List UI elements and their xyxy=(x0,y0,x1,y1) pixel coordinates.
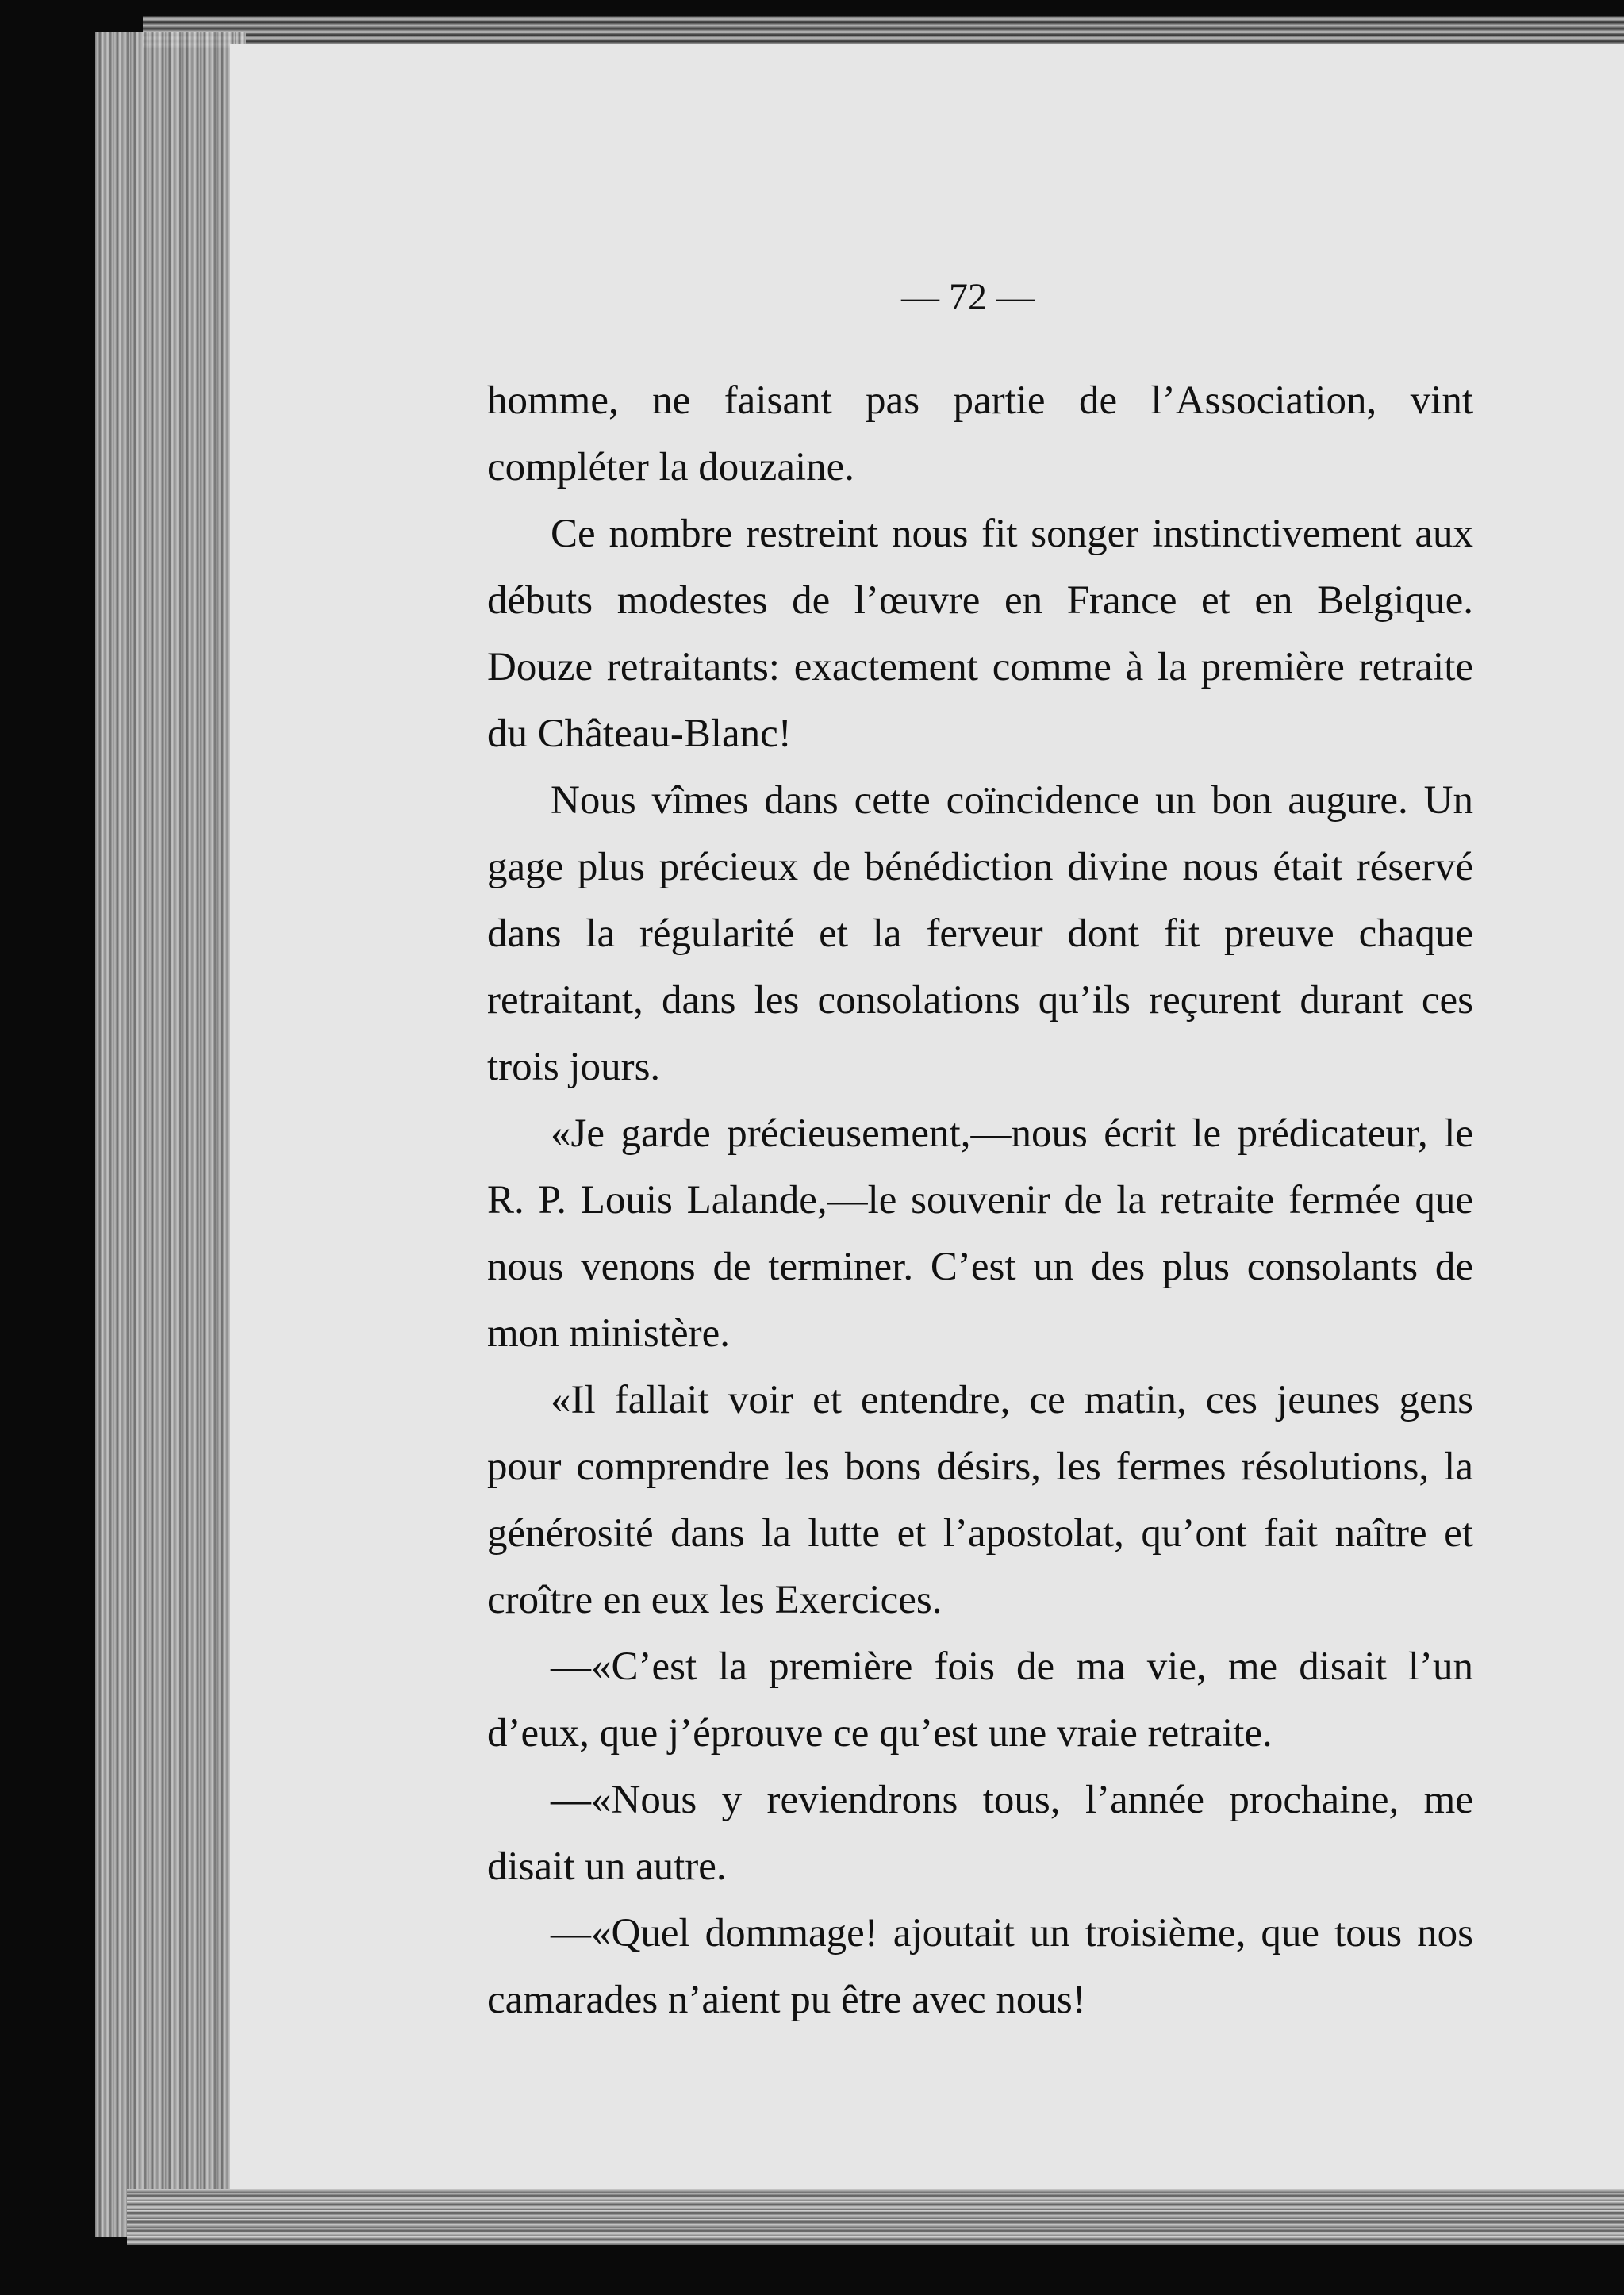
paragraph: «Il fallait voir et entendre, ce matin, ces jeunes gens pour comprendre les bons désirs, les fermes résolutions, la générosité dans la lutte et l’apostolat, qu’ont fait naître et croître en eux les Exercices. xyxy=(487,1378,1473,1622)
paragraph: Ce nombre restreint nous fit songer instinctivement aux débuts modestes de l’œuvre en France et en Belgique. Douze retraitants: exactement comme à la première retraite du Château-Blanc! xyxy=(487,512,1473,756)
paragraph: —«C’est la première fois de ma vie, me disait l’un d’eux, que j’éprouve ce qu’est une vraie retraite. xyxy=(487,1644,1473,1756)
page-edge-left xyxy=(95,32,246,2237)
page-edge-bottom xyxy=(127,2189,1624,2245)
page-number: — 72 — xyxy=(901,276,1035,318)
page-edge-top xyxy=(143,16,1624,48)
paragraph: «Je garde précieusement,—nous écrit le prédicateur, le R. P. Louis Lalande,—le souvenir de la retraite fermée que nous venons de terminer. C’est un des plus consolants de mon ministère. xyxy=(487,1111,1473,1356)
paragraph: homme, ne faisant pas partie de l’Association, vint compléter la douzaine. xyxy=(487,378,1473,489)
paragraph: Nous vîmes dans cette coïncidence un bon augure. Un gage plus précieux de bénédiction divine nous était réservé dans la régularité et la ferveur dont fit preuve chaque retraitant, dans les consolations qu’ils reçurent durant ces trois jours. xyxy=(487,778,1473,1089)
paragraph: —«Quel dommage! ajoutait un troisième, que tous nos camarades n’aient pu être avec nous! xyxy=(487,1911,1473,2022)
body-text xyxy=(487,367,1473,2033)
paragraph: —«Nous y reviendrons tous, l’année prochaine, me disait un autre. xyxy=(487,1778,1473,1889)
